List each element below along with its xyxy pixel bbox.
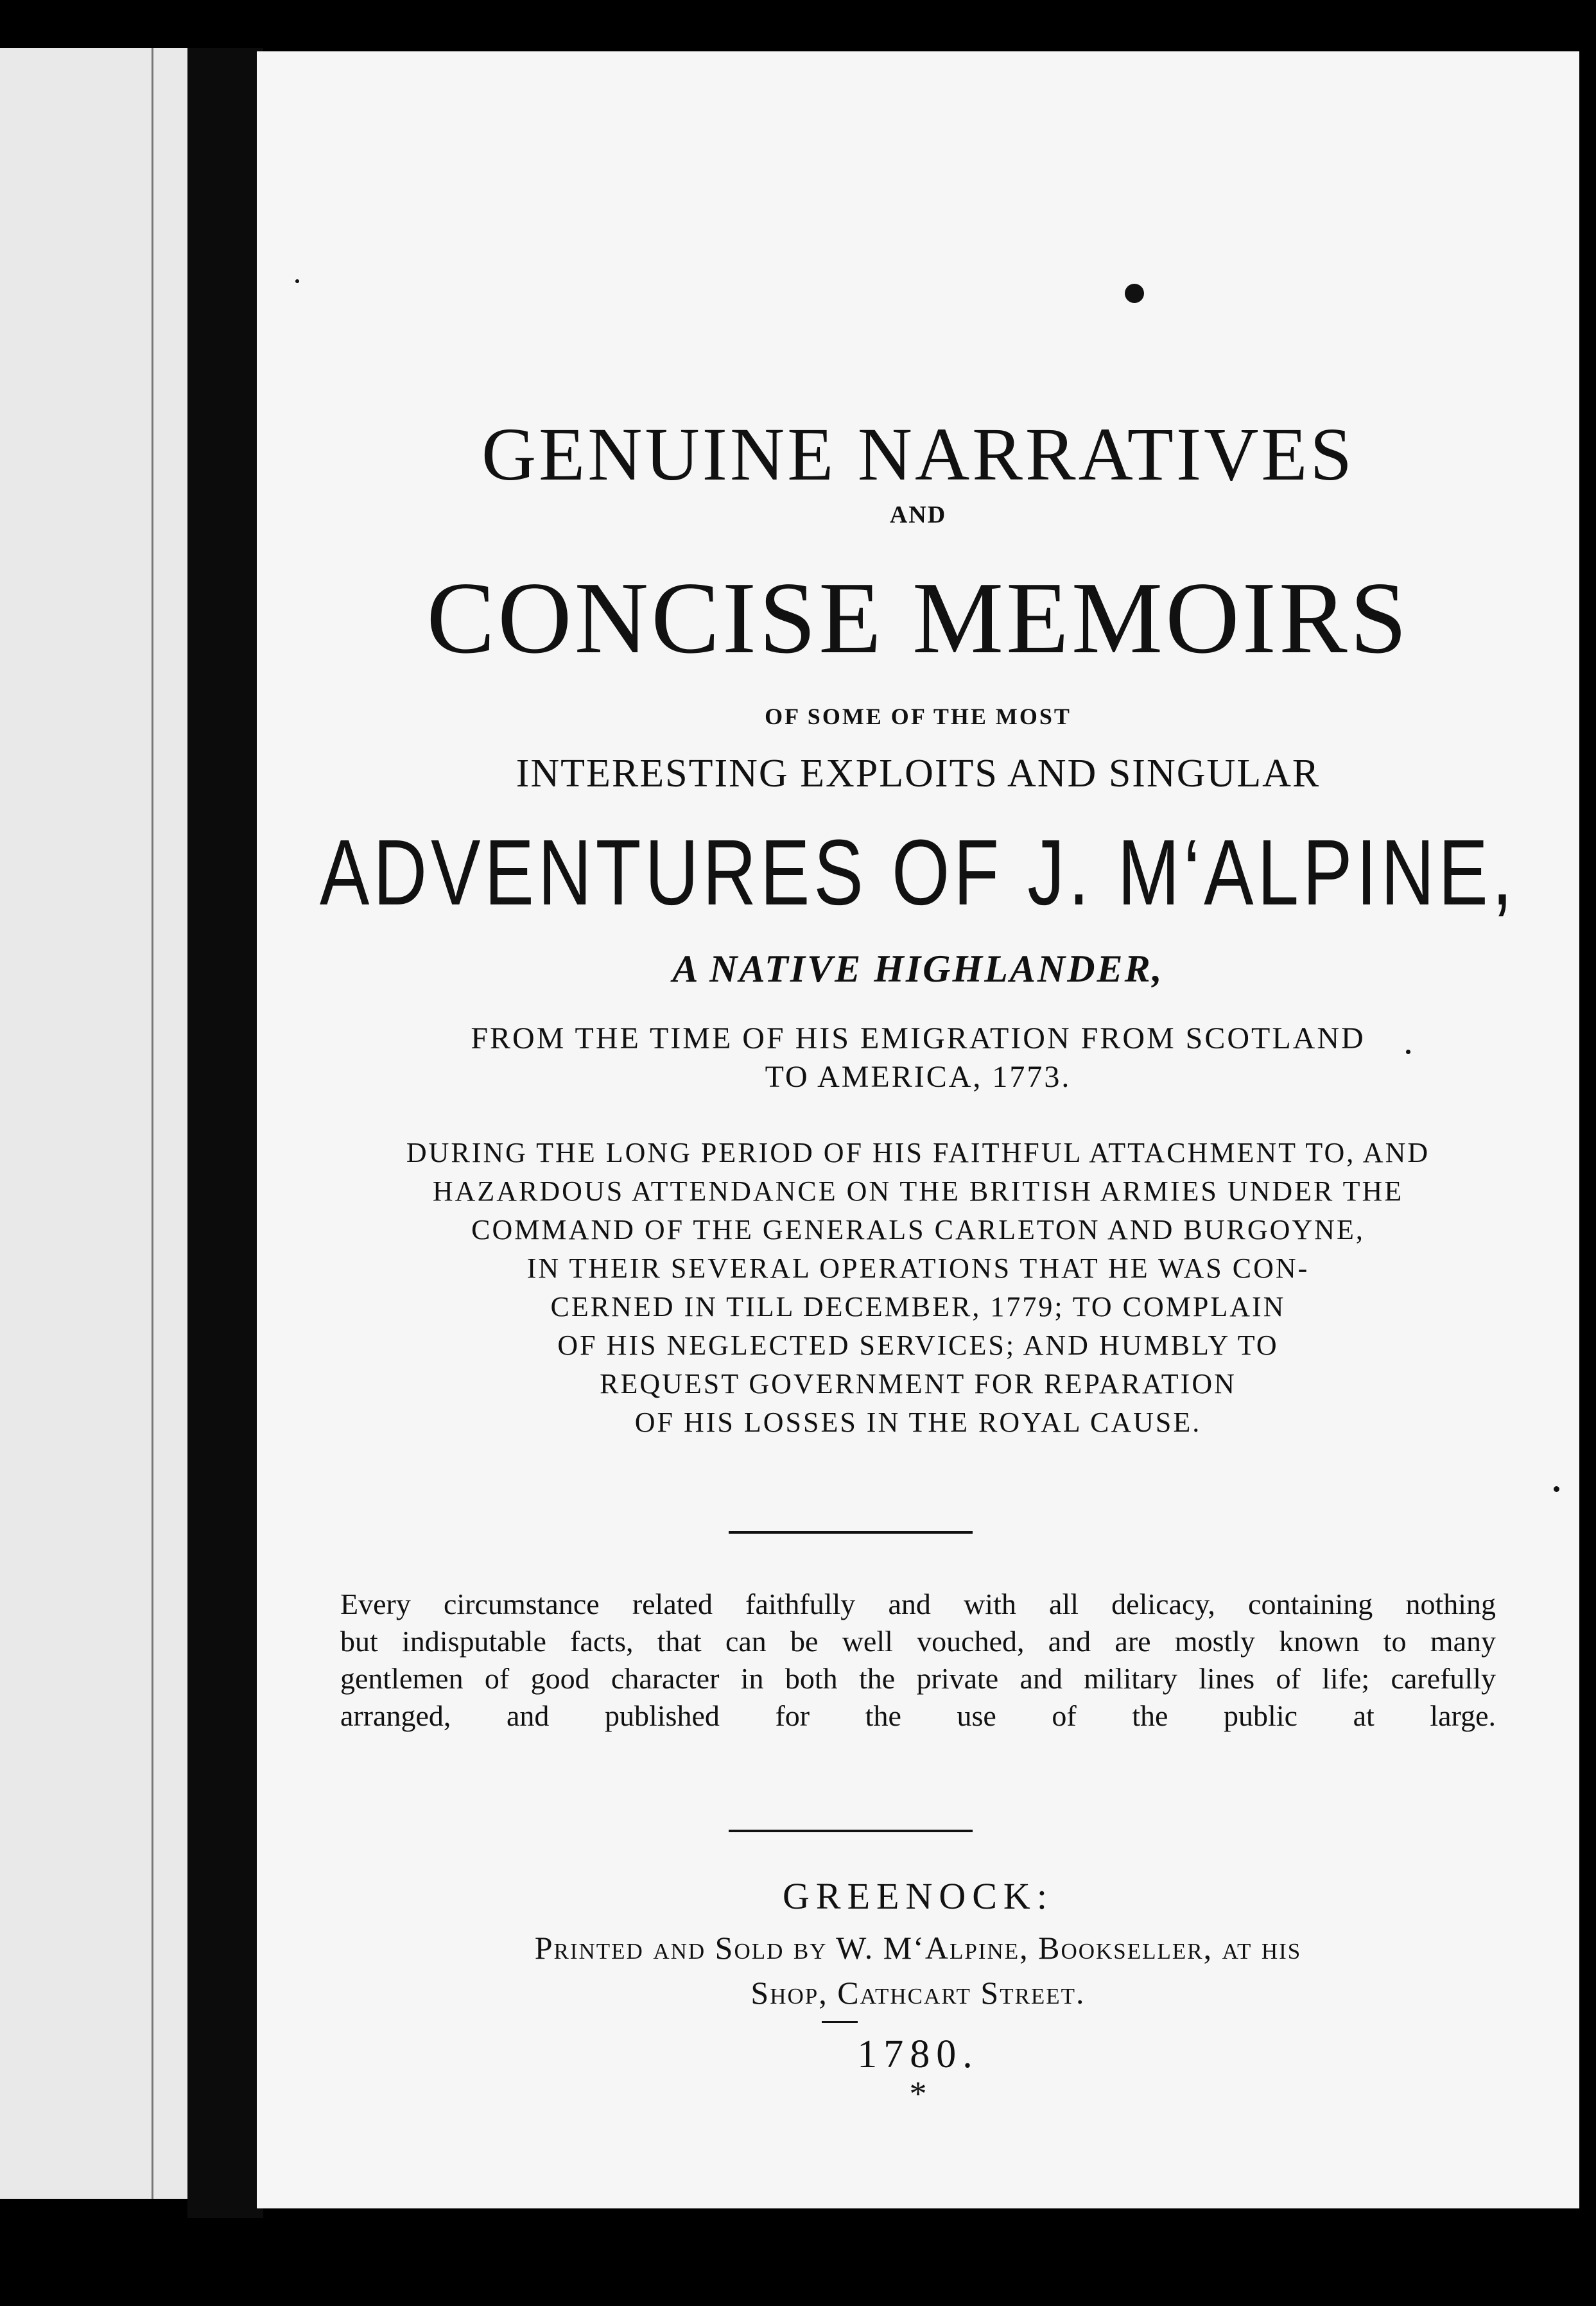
page-fold-line [152, 48, 153, 2199]
description-line: COMMAND OF THE GENERALS CARLETON AND BURGOYNE, [471, 1214, 1365, 1245]
note-line: gentlemen of good character in both the private and military lines of life; carefully [340, 1662, 1496, 1695]
title-connector-and: AND [889, 501, 947, 528]
title-line-adventures: ADVENTURES OF J. M‘ALPINE, [319, 820, 1517, 924]
divider-rule-top [729, 1531, 973, 1534]
printer-mark: * [909, 2074, 927, 2113]
title-line-genuine-narratives: GENUINE NARRATIVES [481, 412, 1355, 496]
note-line: Every circumstance related faithfully and with all delicacy, containing nothing [340, 1588, 1496, 1620]
note-line: but indisputable facts, that can be well vouched, and are mostly known to many [340, 1625, 1496, 1658]
divider-rule-bottom [729, 1830, 973, 1832]
subtitle-of-some: OF SOME OF THE MOST [765, 704, 1071, 729]
description-line: OF HIS LOSSES IN THE ROYAL CAUSE. [634, 1407, 1202, 1438]
imprint-place: GREENOCK: [783, 1875, 1054, 1917]
subtitle-interesting-exploits: INTERESTING EXPLOITS AND SINGULAR [516, 752, 1321, 795]
description-line: IN THEIR SEVERAL OPERATIONS THAT HE WAS CON- [526, 1253, 1310, 1284]
ink-spot [1125, 284, 1144, 303]
ink-speck [295, 279, 299, 283]
binding-gutter [187, 48, 263, 2218]
subtitle-from-emigration: FROM THE TIME OF HIS EMIGRATION FROM SCOTLAND [471, 1021, 1366, 1055]
subtitle-to-america: TO AMERICA, 1773. [765, 1060, 1071, 1094]
imprint-address-line: Shop, Cathcart Street. [750, 1975, 1086, 2011]
description-line: HAZARDOUS ATTENDANCE ON THE BRITISH ARMIES UNDER THE [432, 1175, 1404, 1207]
description-line: REQUEST GOVERNMENT FOR REPARATION [600, 1368, 1236, 1400]
imprint-year: 1780. [857, 2033, 979, 2076]
subtitle-native-highlander: A NATIVE HIGHLANDER, [672, 948, 1164, 990]
title-page [257, 51, 1579, 2208]
ink-speck [1554, 1486, 1559, 1492]
title-line-concise-memoirs: CONCISE MEMOIRS [426, 560, 1410, 675]
imprint-dash [822, 2021, 858, 2023]
description-line: CERNED IN TILL DECEMBER, 1779; TO COMPLAIN [550, 1291, 1286, 1322]
note-line: arranged, and published for the use of the public at large. [340, 1699, 1496, 1732]
imprint-printer-line: Printed and Sold by W. M‘Alpine, Bookseller, at his [534, 1930, 1302, 1966]
description-line: OF HIS NEGLECTED SERVICES; AND HUMBLY TO [557, 1330, 1279, 1361]
description-line: DURING THE LONG PERIOD OF HIS FAITHFUL ATTACHMENT TO, AND [406, 1137, 1430, 1168]
